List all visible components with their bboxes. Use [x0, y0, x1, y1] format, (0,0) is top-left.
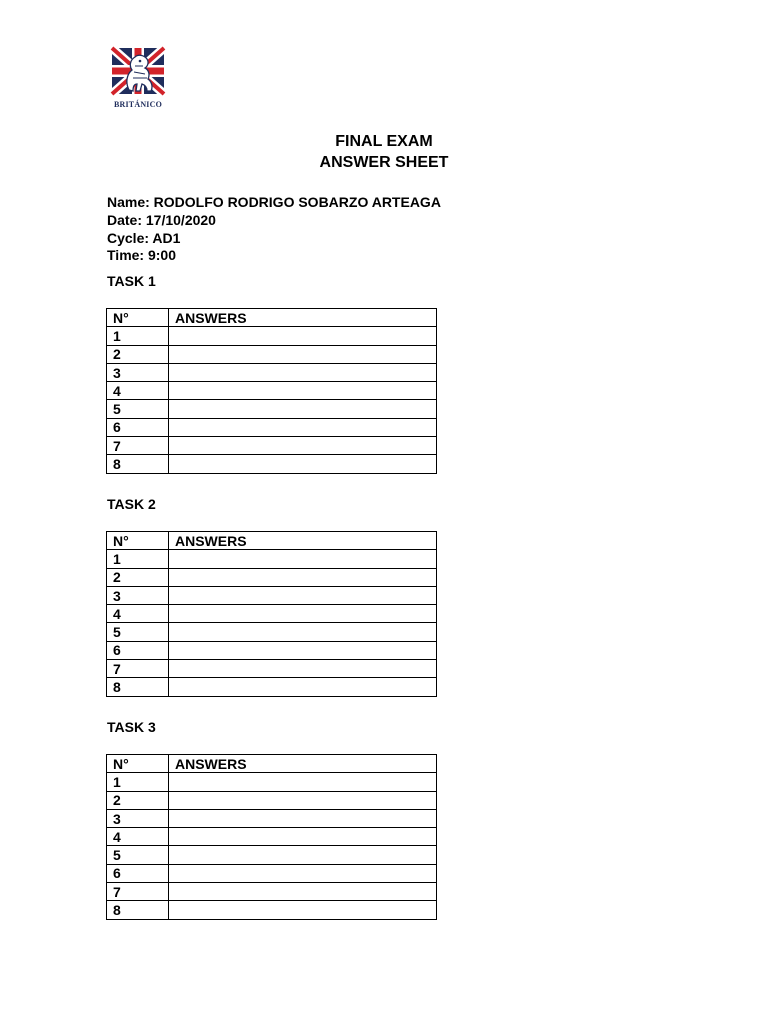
- table-row: [107, 641, 437, 659]
- row-number: 5: [107, 623, 169, 641]
- answer-cell[interactable]: [169, 809, 437, 827]
- page-subtitle: ANSWER SHEET: [319, 154, 449, 171]
- page-title: FINAL EXAM: [335, 133, 433, 150]
- answer-cell[interactable]: [169, 678, 437, 696]
- table-row: [107, 605, 437, 623]
- answer-cell[interactable]: [169, 883, 437, 901]
- row-number: 4: [107, 828, 169, 846]
- table-row: [107, 568, 437, 586]
- table-row: [107, 345, 437, 363]
- answer-cell[interactable]: [169, 455, 437, 473]
- table-row: [107, 883, 437, 901]
- task-3-answer-table: [106, 754, 437, 920]
- column-header-answers: ANSWERS: [169, 309, 437, 327]
- table-row: [107, 791, 437, 809]
- student-name: Name: RODOLFO RODRIGO SOBARZO ARTEAGA: [107, 194, 441, 210]
- table-header-row: [107, 755, 437, 773]
- table-row: [107, 809, 437, 827]
- task-3-label: TASK 3: [107, 719, 156, 735]
- row-number: 6: [107, 864, 169, 882]
- exam-cycle: Cycle: AD1: [107, 230, 181, 246]
- column-header-answers: ANSWERS: [169, 532, 437, 550]
- row-number: 2: [107, 568, 169, 586]
- row-number: 4: [107, 382, 169, 400]
- answer-cell[interactable]: [169, 382, 437, 400]
- union-jack-lion-icon: [107, 44, 169, 98]
- row-number: 7: [107, 437, 169, 455]
- answer-cell[interactable]: [169, 550, 437, 568]
- row-number: 1: [107, 327, 169, 345]
- table-row: [107, 660, 437, 678]
- task-1-label: TASK 1: [107, 273, 156, 289]
- row-number: 3: [107, 363, 169, 381]
- column-header-answers: ANSWERS: [169, 755, 437, 773]
- column-header-number: N°: [107, 309, 169, 327]
- table-row: [107, 455, 437, 473]
- table-row: [107, 550, 437, 568]
- row-number: 7: [107, 883, 169, 901]
- answer-cell[interactable]: [169, 623, 437, 641]
- table-row: [107, 400, 437, 418]
- table-row: [107, 623, 437, 641]
- task-2-answer-table: [106, 531, 437, 697]
- answer-cell[interactable]: [169, 660, 437, 678]
- row-number: 2: [107, 345, 169, 363]
- exam-date: Date: 17/10/2020: [107, 212, 216, 228]
- answer-cell[interactable]: [169, 363, 437, 381]
- column-header-number: N°: [107, 532, 169, 550]
- table-row: [107, 864, 437, 882]
- table-row: [107, 363, 437, 381]
- answer-cell[interactable]: [169, 400, 437, 418]
- row-number: 5: [107, 400, 169, 418]
- row-number: 5: [107, 846, 169, 864]
- table-row: [107, 382, 437, 400]
- answer-cell[interactable]: [169, 586, 437, 604]
- logo-text: BRITÁNICO: [113, 100, 163, 109]
- row-number: 2: [107, 791, 169, 809]
- answer-cell[interactable]: [169, 418, 437, 436]
- exam-time: Time: 9:00: [107, 247, 176, 263]
- table-row: [107, 678, 437, 696]
- row-number: 6: [107, 641, 169, 659]
- table-row: [107, 327, 437, 345]
- row-number: 6: [107, 418, 169, 436]
- answer-cell[interactable]: [169, 864, 437, 882]
- task-2-label: TASK 2: [107, 496, 156, 512]
- britanico-logo: [107, 44, 169, 114]
- row-number: 3: [107, 586, 169, 604]
- answer-cell[interactable]: [169, 345, 437, 363]
- table-row: [107, 846, 437, 864]
- row-number: 1: [107, 550, 169, 568]
- answer-cell[interactable]: [169, 791, 437, 809]
- row-number: 4: [107, 605, 169, 623]
- answer-cell[interactable]: [169, 901, 437, 919]
- row-number: 3: [107, 809, 169, 827]
- answer-cell[interactable]: [169, 828, 437, 846]
- answer-cell[interactable]: [169, 568, 437, 586]
- table-row: [107, 586, 437, 604]
- table-row: [107, 901, 437, 919]
- answer-cell[interactable]: [169, 641, 437, 659]
- answer-cell[interactable]: [169, 437, 437, 455]
- answer-cell[interactable]: [169, 773, 437, 791]
- table-row: [107, 773, 437, 791]
- table-header-row: [107, 309, 437, 327]
- task-1-answer-table: [106, 308, 437, 474]
- table-row: [107, 828, 437, 846]
- answer-cell[interactable]: [169, 327, 437, 345]
- column-header-number: N°: [107, 755, 169, 773]
- row-number: 8: [107, 901, 169, 919]
- row-number: 8: [107, 455, 169, 473]
- table-row: [107, 437, 437, 455]
- answer-cell[interactable]: [169, 605, 437, 623]
- table-row: [107, 418, 437, 436]
- row-number: 7: [107, 660, 169, 678]
- row-number: 8: [107, 678, 169, 696]
- table-header-row: [107, 532, 437, 550]
- row-number: 1: [107, 773, 169, 791]
- answer-cell[interactable]: [169, 846, 437, 864]
